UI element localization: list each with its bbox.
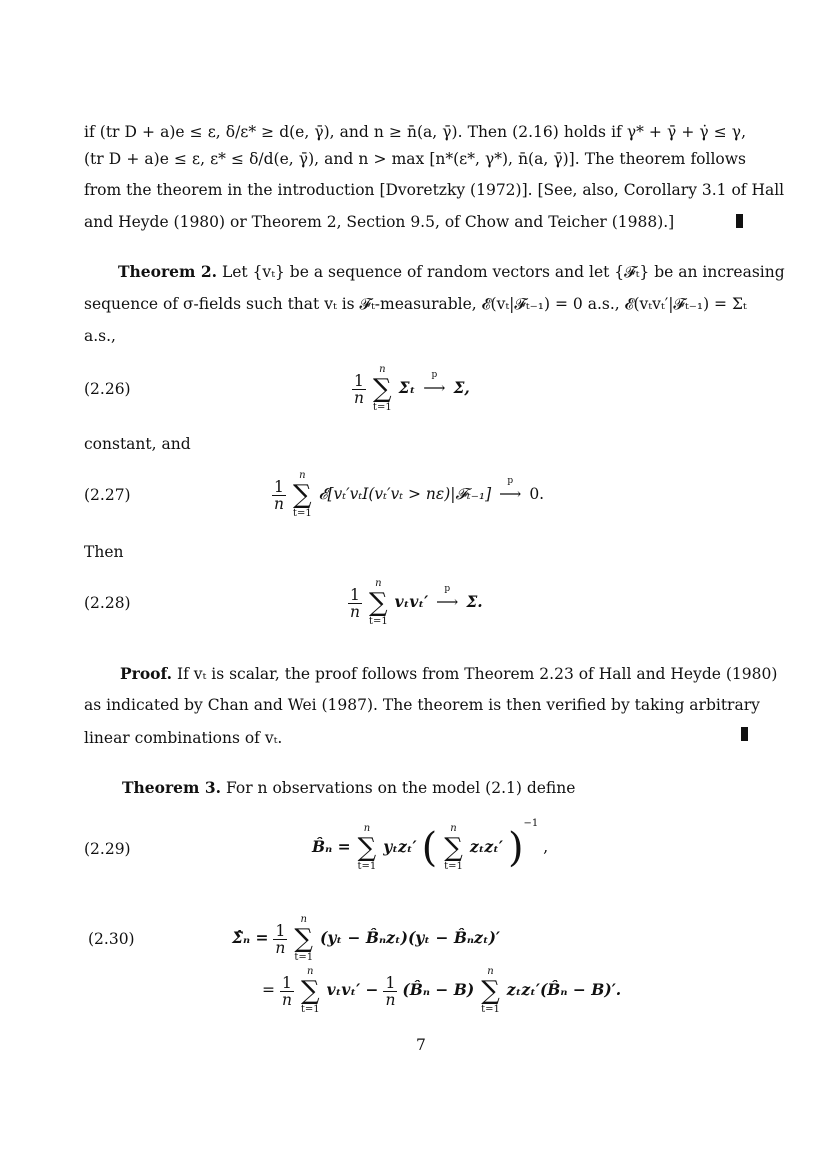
equation-2-27	[272, 470, 544, 520]
equation-rhs: 0.	[529, 485, 545, 503]
summation: n ∑ t=1	[300, 966, 320, 1015]
sum-lower: t=1	[372, 402, 392, 413]
frac-den: n	[385, 990, 396, 1009]
sum-lower: t=1	[300, 1004, 320, 1015]
equation-number: (2.27)	[84, 486, 131, 504]
sum-upper: n	[363, 823, 371, 834]
frac-num: 1	[348, 587, 362, 604]
sum-lower: t=1	[357, 861, 377, 872]
fraction	[273, 923, 287, 956]
equation-body: yₜzₜ′	[383, 837, 417, 856]
sum-upper: n	[375, 578, 382, 589]
equation-2-30-line-2	[262, 966, 621, 1016]
theorem-heading: Theorem 3.	[122, 778, 222, 797]
summation: n ∑ t=1	[368, 578, 388, 627]
arrow: p ⟶	[496, 485, 524, 503]
text-line: constant, and	[84, 435, 191, 453]
text-line: from the theorem in the introduction [Dvoretzky (1972)]. [See, also, Corollary 3.1 of Hall	[84, 181, 785, 199]
equation-body: zₜzₜ′(B̂ₙ − B)′.	[506, 980, 622, 999]
equation-number: (2.29)	[84, 840, 131, 858]
sum-lower: t=1	[294, 952, 314, 963]
equation-body: vₜvₜ′	[394, 592, 429, 611]
equation-body: (B̂ₙ − B)	[402, 980, 475, 999]
fraction	[272, 479, 286, 512]
equation-body: vₜvₜ′ −	[326, 980, 379, 999]
equals-sign: =	[262, 981, 275, 999]
sum-upper: n	[307, 966, 314, 977]
summation: n ∑ t=1	[444, 823, 463, 872]
equation-number: (2.28)	[84, 594, 131, 612]
theorem-text: Let {vₜ} be a sequence of random vectors and let {𝓕ₜ} be an increasing	[221, 263, 785, 281]
qed-mark	[736, 214, 743, 228]
equation-2-26	[352, 364, 470, 414]
theorem-text: For n observations on the model (2.1) define	[225, 779, 576, 797]
equation-rhs: Σ,	[453, 378, 470, 397]
sum-lower: t=1	[292, 508, 312, 519]
equation-2-30-line-1	[232, 914, 500, 964]
arrow: p ⟶	[433, 593, 461, 611]
sum-upper: n	[487, 966, 494, 977]
sum-upper: n	[379, 364, 386, 375]
summation: n ∑ t=1	[294, 914, 314, 963]
frac-den: n	[281, 990, 292, 1009]
frac-den: n	[274, 494, 284, 513]
sum-lower: t=1	[444, 861, 463, 872]
fraction	[352, 373, 366, 406]
equation-2-29: B̂ₙ = n ∑ t=1 yₜzₜ′ ( n ∑ t=1 zₜzₜ′ )$^{-1}$ ,	[312, 818, 549, 872]
proof-line: as indicated by Chan and Wei (1987). The theorem is then verified by taking arbitrary	[84, 696, 760, 714]
exponent: −1	[523, 818, 539, 829]
sum-lower: t=1	[481, 1004, 500, 1015]
sum-upper: n	[450, 823, 457, 834]
frac-num: 1	[383, 975, 397, 992]
theorem-2-line: a.s.,	[84, 327, 116, 345]
theorem-heading: Theorem 2.	[118, 262, 218, 281]
text-line: if (tr D + a)e ≤ ε, δ/ε* ≥ d(e, γ̄), and n ≥ n̄(a, γ̄). Then (2.16) holds if γ* + γ̄ + γ̇ ≤ γ,	[84, 123, 746, 141]
proof-heading: Proof.	[120, 664, 173, 683]
equation-tail: ,	[543, 838, 549, 856]
equation-body: 𝓔[vₜ′vₜI(vₜ′vₜ > nε)|𝓕ₜ₋₁]	[318, 485, 492, 503]
text-line: (tr D + a)e ≤ ε, ε* ≤ δ/d(e, γ̄), and n > max [n*(ε*, γ*), n̄(a, γ̄)]. The theorem follows	[84, 150, 746, 168]
fraction	[348, 587, 362, 620]
fraction	[383, 975, 397, 1008]
proof-line	[120, 664, 778, 684]
frac-den: n	[275, 938, 286, 957]
equation-number: (2.26)	[84, 380, 131, 398]
arrow-label: p	[444, 584, 451, 594]
proof-text: If vₜ is scalar, the proof follows from Theorem 2.23 of Hall and Heyde (1980)	[176, 665, 778, 683]
equation-body: zₜzₜ′	[469, 837, 503, 856]
equation-lhs: B̂ₙ =	[312, 837, 351, 856]
theorem-2-line	[118, 262, 785, 282]
sum-lower: t=1	[368, 616, 388, 627]
frac-num: 1	[352, 373, 366, 390]
text-line: and Heyde (1980) or Theorem 2, Section 9.5, of Chow and Teicher (1988).]	[84, 213, 675, 231]
theorem-3-line	[122, 778, 784, 798]
text-line: Then	[84, 543, 124, 561]
arrow-label: p	[507, 476, 514, 486]
summation: n ∑ t=1	[372, 364, 392, 413]
theorem-2-line: sequence of σ-fields such that vₜ is 𝓕ₜ-measurable, 𝓔(vₜ|𝓕ₜ₋₁) = 0 a.s., 𝓔(vₜvₜ′|𝓕ₜ₋₁) = Σₜ	[84, 295, 747, 313]
equation-body: (yₜ − B̂ₙzₜ)(yₜ − B̂ₙzₜ)′	[320, 928, 500, 947]
equation-lhs: Σ̂ₙ =	[232, 928, 269, 947]
frac-den: n	[350, 602, 360, 621]
frac-num: 1	[280, 975, 294, 992]
summation: n ∑ t=1	[357, 823, 377, 872]
arrow: p ⟶	[420, 379, 448, 397]
frac-num: 1	[273, 923, 287, 940]
fraction	[280, 975, 294, 1008]
summation: n ∑ t=1	[292, 470, 312, 519]
frac-num: 1	[272, 479, 286, 496]
proof-line: linear combinations of vₜ.	[84, 729, 283, 747]
equation-number: (2.30)	[88, 930, 135, 948]
arrow-label: p	[431, 370, 438, 380]
equation-2-28	[348, 578, 483, 628]
sum-upper: n	[299, 470, 306, 481]
qed-mark	[741, 727, 748, 741]
equation-body: Σₜ	[398, 378, 416, 397]
sum-upper: n	[300, 914, 307, 925]
page-number: 7	[416, 1036, 426, 1054]
frac-den: n	[354, 388, 364, 407]
equation-rhs: Σ.	[466, 592, 483, 611]
summation: n ∑ t=1	[481, 966, 500, 1015]
